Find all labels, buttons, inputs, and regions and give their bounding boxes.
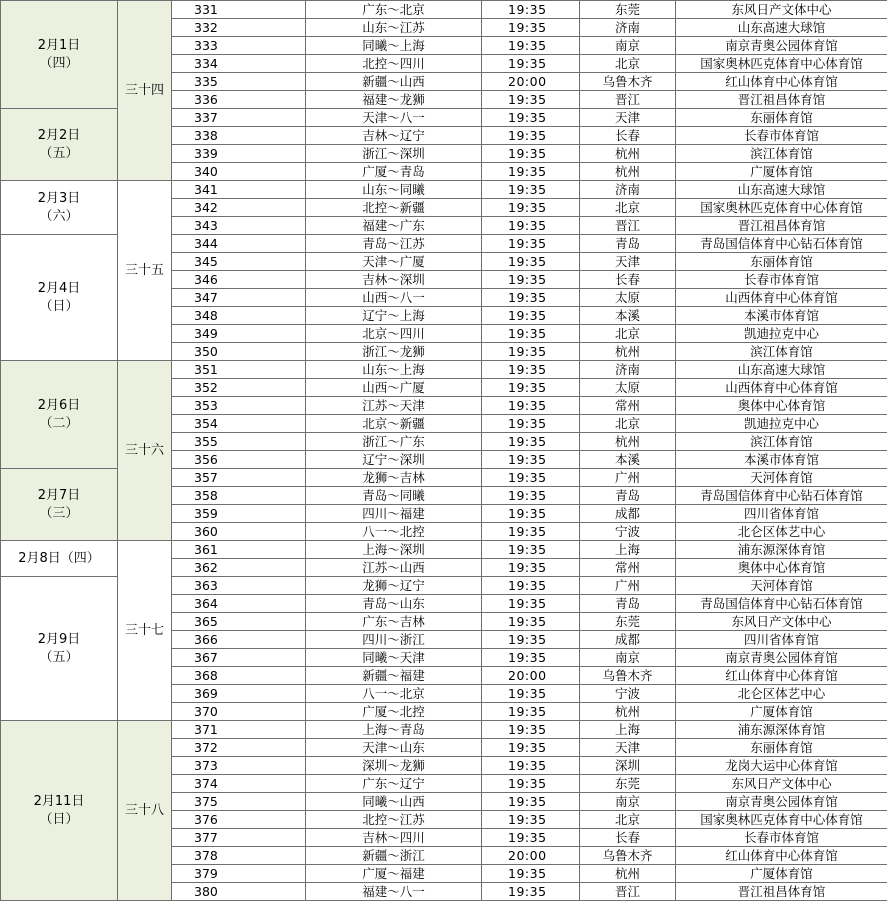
tip-off-time: 19:35: [482, 721, 580, 739]
venue: 天河体育馆: [676, 577, 887, 595]
tip-off-time: 19:35: [482, 703, 580, 721]
tip-off-time: 19:35: [482, 145, 580, 163]
venue: 东风日产文体中心: [676, 613, 887, 631]
host-city: 本溪: [580, 307, 676, 325]
matchup: 上海～青岛: [306, 721, 482, 739]
host-city: 广州: [580, 577, 676, 595]
date-label: 2月4日: [37, 280, 81, 296]
date-cell: [1, 1, 118, 109]
game-number: 349: [172, 325, 306, 343]
matchup: 吉林～深圳: [306, 271, 482, 289]
weekday-label: （三）: [39, 505, 79, 521]
tip-off-time: 19:35: [482, 487, 580, 505]
matchup: 山东～江苏: [306, 19, 482, 37]
matchup: 天津～广厦: [306, 253, 482, 271]
game-number: 331: [172, 1, 306, 19]
matchup: 辽宁～上海: [306, 307, 482, 325]
venue: 北仑区体艺中心: [676, 685, 887, 703]
tip-off-time: 19:35: [482, 325, 580, 343]
tip-off-time: 19:35: [482, 217, 580, 235]
venue: 四川省体育馆: [676, 631, 887, 649]
tip-off-time: 20:00: [482, 73, 580, 91]
game-number: 378: [172, 847, 306, 865]
venue: 红山体育中心体育馆: [676, 73, 887, 91]
host-city: 南京: [580, 37, 676, 55]
game-number: 353: [172, 397, 306, 415]
host-city: 深圳: [580, 757, 676, 775]
matchup: 龙狮～辽宁: [306, 577, 482, 595]
host-city: 晋江: [580, 91, 676, 109]
tip-off-time: 19:35: [482, 829, 580, 847]
game-row: [1, 1, 887, 19]
weekday-label: （四）: [39, 55, 79, 71]
matchup: 青岛～山东: [306, 595, 482, 613]
host-city: 杭州: [580, 145, 676, 163]
tip-off-time: 19:35: [482, 469, 580, 487]
venue: 南京青奥公园体育馆: [676, 649, 887, 667]
game-number: 337: [172, 109, 306, 127]
round-cell: 三十四: [118, 1, 172, 181]
venue: 广厦体育馆: [676, 163, 887, 181]
host-city: 济南: [580, 19, 676, 37]
matchup: 北控～江苏: [306, 811, 482, 829]
tip-off-time: 19:35: [482, 433, 580, 451]
weekday-label: （日）: [39, 811, 79, 827]
tip-off-time: 19:35: [482, 253, 580, 271]
venue: 山东高速大球馆: [676, 361, 887, 379]
weekday-label: （日）: [39, 298, 79, 314]
host-city: 晋江: [580, 883, 676, 901]
host-city: 长春: [580, 829, 676, 847]
matchup: 天津～山东: [306, 739, 482, 757]
tip-off-time: 19:35: [482, 343, 580, 361]
tip-off-time: 19:35: [482, 19, 580, 37]
matchup: 八一～北京: [306, 685, 482, 703]
tip-off-time: 19:35: [482, 415, 580, 433]
matchup: 广东～北京: [306, 1, 482, 19]
game-number: 362: [172, 559, 306, 577]
game-number: 372: [172, 739, 306, 757]
game-row: [1, 361, 887, 379]
matchup: 青岛～江苏: [306, 235, 482, 253]
game-number: 332: [172, 19, 306, 37]
matchup: 青岛～同曦: [306, 487, 482, 505]
tip-off-time: 19:35: [482, 523, 580, 541]
venue: 山东高速大球馆: [676, 181, 887, 199]
tip-off-time: 19:35: [482, 505, 580, 523]
venue: 山西体育中心体育馆: [676, 379, 887, 397]
matchup: 广厦～北控: [306, 703, 482, 721]
tip-off-time: 19:35: [482, 595, 580, 613]
tip-off-time: 19:35: [482, 55, 580, 73]
venue: 四川省体育馆: [676, 505, 887, 523]
tip-off-time: 19:35: [482, 811, 580, 829]
game-number: 357: [172, 469, 306, 487]
date-cell: [1, 235, 118, 361]
matchup: 广东～吉林: [306, 613, 482, 631]
venue: 凯迪拉克中心: [676, 415, 887, 433]
tip-off-time: 19:35: [482, 757, 580, 775]
tip-off-time: 19:35: [482, 883, 580, 901]
tip-off-time: 19:35: [482, 397, 580, 415]
venue: 南京青奥公园体育馆: [676, 793, 887, 811]
tip-off-time: 19:35: [482, 199, 580, 217]
tip-off-time: 19:35: [482, 163, 580, 181]
host-city: 东莞: [580, 613, 676, 631]
venue: 青岛国信体育中心钻石体育馆: [676, 235, 887, 253]
host-city: 太原: [580, 289, 676, 307]
tip-off-time: 19:35: [482, 91, 580, 109]
matchup: 山西～广厦: [306, 379, 482, 397]
date-label: 2月8日（四）: [18, 550, 100, 566]
venue: 青岛国信体育中心钻石体育馆: [676, 487, 887, 505]
matchup: 八一～北控: [306, 523, 482, 541]
venue: 奥体中心体育馆: [676, 397, 887, 415]
tip-off-time: 19:35: [482, 775, 580, 793]
host-city: 上海: [580, 721, 676, 739]
matchup: 江苏～山西: [306, 559, 482, 577]
weekday-label: （五）: [39, 145, 79, 161]
tip-off-time: 20:00: [482, 667, 580, 685]
matchup: 四川～浙江: [306, 631, 482, 649]
venue: 长春市体育馆: [676, 127, 887, 145]
date-cell: [1, 181, 118, 235]
tip-off-time: 20:00: [482, 847, 580, 865]
tip-off-time: 19:35: [482, 685, 580, 703]
game-number: 347: [172, 289, 306, 307]
game-row: [1, 541, 887, 559]
game-number: 365: [172, 613, 306, 631]
weekday-label: （二）: [39, 415, 79, 431]
game-number: 342: [172, 199, 306, 217]
game-number: 344: [172, 235, 306, 253]
venue: 龙岗大运中心体育馆: [676, 757, 887, 775]
tip-off-time: 19:35: [482, 271, 580, 289]
venue: 浦东源深体育馆: [676, 541, 887, 559]
venue: 天河体育馆: [676, 469, 887, 487]
game-number: 375: [172, 793, 306, 811]
game-number: 336: [172, 91, 306, 109]
game-number: 377: [172, 829, 306, 847]
game-number: 376: [172, 811, 306, 829]
host-city: 济南: [580, 361, 676, 379]
host-city: 上海: [580, 541, 676, 559]
matchup: 北京～新疆: [306, 415, 482, 433]
host-city: 宁波: [580, 685, 676, 703]
tip-off-time: 19:35: [482, 307, 580, 325]
date-cell: [1, 469, 118, 541]
tip-off-time: 19:35: [482, 739, 580, 757]
game-number: 367: [172, 649, 306, 667]
tip-off-time: 19:35: [482, 451, 580, 469]
game-number: 374: [172, 775, 306, 793]
host-city: 青岛: [580, 595, 676, 613]
tip-off-time: 19:35: [482, 577, 580, 595]
game-number: 350: [172, 343, 306, 361]
tip-off-time: 19:35: [482, 109, 580, 127]
host-city: 东莞: [580, 1, 676, 19]
venue: 滨江体育馆: [676, 145, 887, 163]
tip-off-time: 19:35: [482, 793, 580, 811]
game-row: [1, 721, 887, 739]
game-number: 371: [172, 721, 306, 739]
game-number: 380: [172, 883, 306, 901]
date-cell: [1, 109, 118, 181]
matchup: 北控～四川: [306, 55, 482, 73]
host-city: 南京: [580, 649, 676, 667]
matchup: 吉林～四川: [306, 829, 482, 847]
tip-off-time: 19:35: [482, 541, 580, 559]
weekday-label: （六）: [39, 208, 79, 224]
game-row: [1, 181, 887, 199]
tip-off-time: 19:35: [482, 289, 580, 307]
game-number: 366: [172, 631, 306, 649]
venue: 山东高速大球馆: [676, 19, 887, 37]
game-number: 333: [172, 37, 306, 55]
venue: 滨江体育馆: [676, 343, 887, 361]
game-number: 348: [172, 307, 306, 325]
host-city: 东莞: [580, 775, 676, 793]
matchup: 北控～新疆: [306, 199, 482, 217]
date-label: 2月9日: [37, 631, 81, 647]
game-number: 359: [172, 505, 306, 523]
host-city: 乌鲁木齐: [580, 847, 676, 865]
matchup: 福建～广东: [306, 217, 482, 235]
venue: 国家奥林匹克体育中心体育馆: [676, 811, 887, 829]
matchup: 吉林～辽宁: [306, 127, 482, 145]
game-number: 364: [172, 595, 306, 613]
matchup: 广东～辽宁: [306, 775, 482, 793]
date-cell: [1, 541, 118, 577]
matchup: 山东～上海: [306, 361, 482, 379]
date-label: 2月6日: [37, 397, 81, 413]
venue: 浦东源深体育馆: [676, 721, 887, 739]
host-city: 乌鲁木齐: [580, 667, 676, 685]
matchup: 天津～八一: [306, 109, 482, 127]
game-number: 334: [172, 55, 306, 73]
game-number: 360: [172, 523, 306, 541]
game-number: 355: [172, 433, 306, 451]
matchup: 深圳～龙狮: [306, 757, 482, 775]
host-city: 成都: [580, 631, 676, 649]
matchup: 福建～龙狮: [306, 91, 482, 109]
venue: 青岛国信体育中心钻石体育馆: [676, 595, 887, 613]
matchup: 辽宁～深圳: [306, 451, 482, 469]
tip-off-time: 19:35: [482, 379, 580, 397]
game-number: 351: [172, 361, 306, 379]
game-number: 341: [172, 181, 306, 199]
matchup: 福建～八一: [306, 883, 482, 901]
date-label: 2月2日: [37, 127, 81, 143]
tip-off-time: 19:35: [482, 181, 580, 199]
host-city: 杭州: [580, 865, 676, 883]
venue: 东丽体育馆: [676, 739, 887, 757]
schedule-body: [1, 1, 887, 901]
matchup: 江苏～天津: [306, 397, 482, 415]
round-cell: 三十八: [118, 721, 172, 901]
game-number: 343: [172, 217, 306, 235]
matchup: 浙江～深圳: [306, 145, 482, 163]
venue: 东丽体育馆: [676, 109, 887, 127]
host-city: 济南: [580, 181, 676, 199]
host-city: 广州: [580, 469, 676, 487]
matchup: 龙狮～吉林: [306, 469, 482, 487]
venue: 东风日产文体中心: [676, 1, 887, 19]
matchup: 浙江～广东: [306, 433, 482, 451]
matchup: 四川～福建: [306, 505, 482, 523]
host-city: 杭州: [580, 703, 676, 721]
host-city: 天津: [580, 109, 676, 127]
game-number: 340: [172, 163, 306, 181]
host-city: 北京: [580, 415, 676, 433]
venue: 南京青奥公园体育馆: [676, 37, 887, 55]
tip-off-time: 19:35: [482, 1, 580, 19]
tip-off-time: 19:35: [482, 37, 580, 55]
matchup: 山西～八一: [306, 289, 482, 307]
game-number: 346: [172, 271, 306, 289]
date-label: 2月7日: [37, 487, 81, 503]
host-city: 杭州: [580, 163, 676, 181]
host-city: 北京: [580, 325, 676, 343]
matchup: 广厦～福建: [306, 865, 482, 883]
venue: 长春市体育馆: [676, 271, 887, 289]
date-label: 2月1日: [37, 37, 81, 53]
host-city: 天津: [580, 253, 676, 271]
venue: 本溪市体育馆: [676, 451, 887, 469]
venue: 滨江体育馆: [676, 433, 887, 451]
game-number: 369: [172, 685, 306, 703]
host-city: 常州: [580, 397, 676, 415]
venue: 凯迪拉克中心: [676, 325, 887, 343]
matchup: 新疆～浙江: [306, 847, 482, 865]
game-number: 368: [172, 667, 306, 685]
round-cell: 三十六: [118, 361, 172, 541]
matchup: 新疆～山西: [306, 73, 482, 91]
matchup: 北京～四川: [306, 325, 482, 343]
tip-off-time: 19:35: [482, 127, 580, 145]
host-city: 成都: [580, 505, 676, 523]
venue: 东风日产文体中心: [676, 775, 887, 793]
game-number: 363: [172, 577, 306, 595]
game-number: 373: [172, 757, 306, 775]
host-city: 常州: [580, 559, 676, 577]
game-number: 339: [172, 145, 306, 163]
game-number: 352: [172, 379, 306, 397]
matchup: 同曦～上海: [306, 37, 482, 55]
matchup: 广厦～青岛: [306, 163, 482, 181]
tip-off-time: 19:35: [482, 235, 580, 253]
matchup: 新疆～福建: [306, 667, 482, 685]
matchup: 山东～同曦: [306, 181, 482, 199]
host-city: 长春: [580, 271, 676, 289]
venue: 红山体育中心体育馆: [676, 667, 887, 685]
game-number: 370: [172, 703, 306, 721]
host-city: 杭州: [580, 343, 676, 361]
matchup: 上海～深圳: [306, 541, 482, 559]
game-number: 345: [172, 253, 306, 271]
host-city: 天津: [580, 739, 676, 757]
host-city: 青岛: [580, 235, 676, 253]
venue: 山西体育中心体育馆: [676, 289, 887, 307]
game-number: 335: [172, 73, 306, 91]
round-cell: 三十五: [118, 181, 172, 361]
date-cell: [1, 721, 118, 901]
tip-off-time: 19:35: [482, 631, 580, 649]
host-city: 乌鲁木齐: [580, 73, 676, 91]
venue: 长春市体育馆: [676, 829, 887, 847]
host-city: 宁波: [580, 523, 676, 541]
venue: 晋江祖昌体育馆: [676, 217, 887, 235]
host-city: 晋江: [580, 217, 676, 235]
venue: 东丽体育馆: [676, 253, 887, 271]
venue: 晋江祖昌体育馆: [676, 91, 887, 109]
host-city: 北京: [580, 811, 676, 829]
game-number: 379: [172, 865, 306, 883]
date-cell: [1, 361, 118, 469]
game-number: 361: [172, 541, 306, 559]
matchup: 同曦～山西: [306, 793, 482, 811]
venue: 广厦体育馆: [676, 703, 887, 721]
venue: 本溪市体育馆: [676, 307, 887, 325]
host-city: 长春: [580, 127, 676, 145]
venue: 国家奥林匹克体育中心体育馆: [676, 199, 887, 217]
tip-off-time: 19:35: [482, 865, 580, 883]
venue: 奥体中心体育馆: [676, 559, 887, 577]
host-city: 北京: [580, 55, 676, 73]
date-label: 2月3日: [37, 190, 81, 206]
host-city: 青岛: [580, 487, 676, 505]
game-number: 358: [172, 487, 306, 505]
host-city: 杭州: [580, 433, 676, 451]
matchup: 同曦～天津: [306, 649, 482, 667]
venue: 国家奥林匹克体育中心体育馆: [676, 55, 887, 73]
matchup: 浙江～龙狮: [306, 343, 482, 361]
host-city: 北京: [580, 199, 676, 217]
game-number: 338: [172, 127, 306, 145]
tip-off-time: 19:35: [482, 649, 580, 667]
game-number: 354: [172, 415, 306, 433]
venue: 晋江祖昌体育馆: [676, 883, 887, 901]
tip-off-time: 19:35: [482, 361, 580, 379]
tip-off-time: 19:35: [482, 613, 580, 631]
venue: 广厦体育馆: [676, 865, 887, 883]
game-number: 356: [172, 451, 306, 469]
weekday-label: （五）: [39, 649, 79, 665]
date-label: 2月11日: [33, 793, 85, 809]
tip-off-time: 19:35: [482, 559, 580, 577]
host-city: 太原: [580, 379, 676, 397]
round-cell: 三十七: [118, 541, 172, 721]
venue: 北仑区体艺中心: [676, 523, 887, 541]
host-city: 南京: [580, 793, 676, 811]
venue: 红山体育中心体育馆: [676, 847, 887, 865]
host-city: 本溪: [580, 451, 676, 469]
date-cell: [1, 577, 118, 721]
